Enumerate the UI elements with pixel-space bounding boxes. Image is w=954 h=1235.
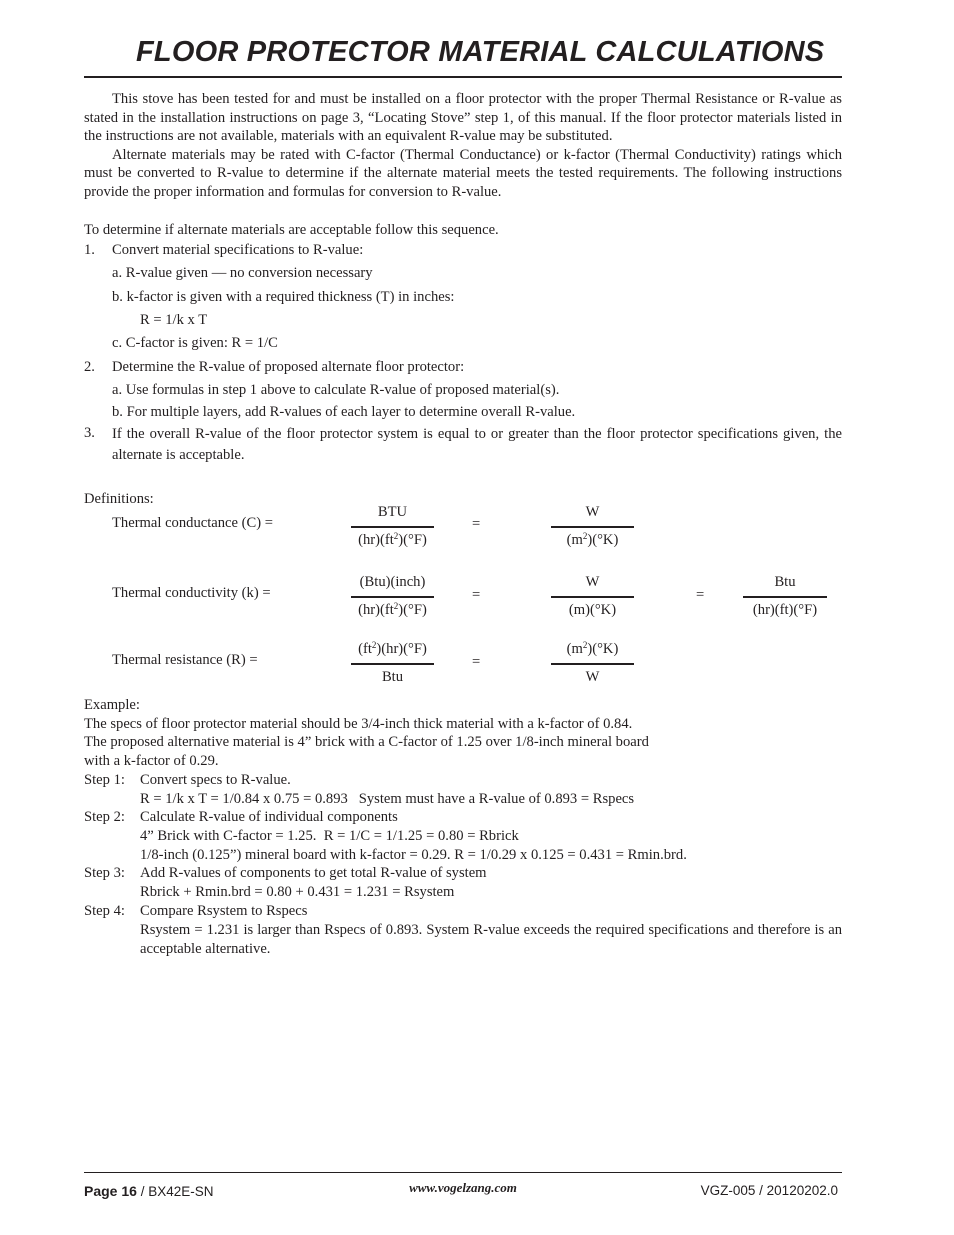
page-title: FLOOR PROTECTOR MATERIAL CALCULATIONS [136,36,825,68]
fraction-numerator: Btu [774,574,796,590]
definitions-heading: Definitions: [84,491,154,507]
equals-sign: = [696,587,705,603]
fraction-denominator: $(hr)(ft^2)(^\circ F)$ [358,530,427,548]
footer-website: www.vogelzang.com [409,1180,517,1195]
resistance-fraction-m2 [551,640,634,687]
step-3-text: If the overall R-value of the floor protector system is equal to or greater than the floor protector specifications given, the alternate is acceptable. [112,426,842,463]
step-1-c: c. C-factor is given: R = 1/C [112,335,278,351]
page-number: Page 16 [84,1183,137,1199]
equals-sign: = [472,516,481,532]
step-number-1: 1. [84,242,95,258]
step-2-b: b. For multiple layers, add R-values of each layer to determine overall R-value. [112,404,576,420]
example-line-2: The proposed alternative material is 4” brick with a C-factor of 1.25 over 1/8-inch mineral board [84,734,649,750]
example-line-3: with a k-factor of 0.29. [84,753,219,769]
fraction-numerator: W [585,574,600,590]
example-step-3-label: Step 3: [84,865,125,881]
example-step-2-detail-1: 4” Brick with C-factor = 1.25. R = 1/C = 1/1.25 = 0.80 = Rbrick [140,828,519,844]
conductance-label: Thermal conductance (C) = [112,515,273,531]
example-step-1-label: Step 1: [84,772,125,788]
fraction-numerator: $(ft^2)(hr)(^\circ F)$ [358,640,427,657]
step-2-a: a. Use formulas in step 1 above to calculate R-value of proposed material(s). [112,382,560,398]
example-step-2-detail-2: 1/8-inch (0.125”) mineral board with k-factor = 0.29. R = 1/0.29 x 0.125 = 0.431 = Rmin.brd. [140,847,687,863]
step-1-b-formula: R = 1/k x T [140,312,208,328]
conductivity-fraction-btu-inch [351,573,434,620]
example-step-3-text: Add R-values of components to get total R-value of system [140,865,487,881]
step-1-text: Convert material specifications to R-value: [112,242,364,258]
fraction-denominator: (hr)(ft)(°F) [752,601,818,618]
example-step-4-label: Step 4: [84,903,125,919]
conductance-fraction-watt [551,503,634,550]
step-number-2: 2. [84,359,95,375]
fraction-denominator: W [585,668,600,685]
fraction-denominator: (m)(°K) [568,601,617,618]
example-step-2-text: Calculate R-value of individual components [140,809,398,825]
example-step-1-text: Convert specs to R-value. [140,772,291,788]
step-1-b: b. k-factor is given with a required thickness (T) in inches: [112,289,455,305]
fraction-numerator: $(m^2)(^\circ K)$ [566,640,619,657]
footer-doc-code: VGZ-005 / 20120202.0 [700,1183,838,1198]
intro-paragraph-1: This stove has been tested for and must be installed on a floor protector with the proper Thermal Resistance or R-value as stated in the installation instructions on page 3, “Locating Stove” step 1, of this manual. If the floor protector materials listed in the instructions are not available, materials with an equivalent R-value may be substituted. [84,91,842,145]
conductivity-label: Thermal conductivity (k) = [112,585,271,601]
fraction-denominator: $(m^2)(^\circ K)$ [566,530,619,548]
fraction-numerator: BTU [377,504,408,520]
example-step-3-detail: Rbrick + Rmin.brd = 0.80 + 0.431 = 1.231 = Rsystem [140,884,455,900]
step-1-a: a. R-value given — no conversion necessary [112,265,373,281]
fraction-denominator: Btu [381,668,404,685]
example-step-2-label: Step 2: [84,809,125,825]
resistance-label: Thermal resistance (R) = [112,652,258,668]
equals-sign: = [472,587,481,603]
example-step-4-text: Compare Rsystem to Rspecs [140,903,308,919]
model-number: / BX42E-SN [136,1184,214,1199]
example-line-1: The specs of floor protector material should be 3/4-inch thick material with a k-factor of 0.84. [84,716,633,732]
step-2-text: Determine the R-value of proposed alternate floor protector: [112,359,465,375]
fraction-numerator: (Btu)(inch) [359,574,426,590]
footer-rule [84,1172,842,1173]
intro-paragraph-2: Alternate materials may be rated with C-factor (Thermal Conductance) or k-factor (Thermal Conductivity) ratings which must be converted to R-value to determine if the alternate material meets the tested requirements. The following instructions provide the proper information and formulas for conversion to R-value. [84,146,842,200]
conductivity-fraction-watt [551,573,634,620]
sequence-lead: To determine if alternate materials are acceptable follow this sequence. [84,222,499,238]
equals-sign: = [472,654,481,670]
intro-section [84,90,842,202]
step-number-3: 3. [84,425,95,441]
title-rule [84,76,842,78]
fraction-numerator: W [585,504,600,520]
fraction-denominator: $(hr)(ft^2)(^\circ F)$ [358,600,427,618]
example-step-4-detail: Rsystem = 1.231 is larger than Rspecs of 0.893. System R-value exceeds the required specifications and therefore is an acceptable alternative. [140,922,842,957]
example-heading: Example: [84,697,140,713]
resistance-fraction-ft2 [351,640,434,687]
conductance-fraction-btu [351,503,434,550]
example-step-1-detail: R = 1/k x T = 1/0.84 x 0.75 = 0.893 System must have a R-value of 0.893 = Rspecs [140,791,635,807]
conductivity-fraction-btu [743,573,827,620]
